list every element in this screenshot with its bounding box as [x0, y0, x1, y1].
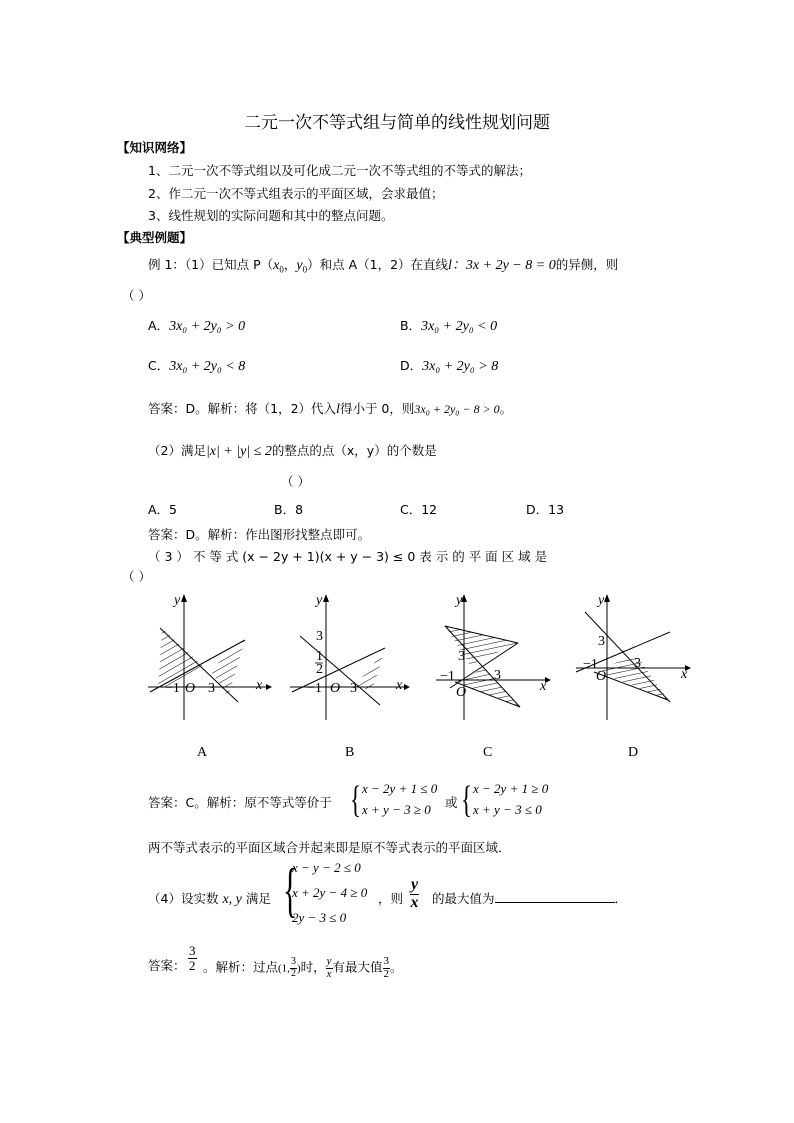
- q2-option-d: D．13: [526, 502, 565, 517]
- fig-b-x-label: x: [396, 678, 403, 693]
- fig-d-tick-neg1: −1: [583, 657, 598, 672]
- fig-d-y-label: y: [598, 593, 605, 608]
- q1-paren: （ ）: [122, 288, 151, 303]
- q4-sys-row3: 2y − 3 ≤ 0: [292, 910, 347, 925]
- q4-answer-yx: $\frac{y}{x}$: [326, 955, 332, 980]
- fig-c-tick-3x: 3: [494, 668, 501, 683]
- fig-a-y-label: y: [174, 593, 181, 608]
- q3-brace-1: {: [350, 779, 361, 821]
- q3-paren: （ ）: [122, 569, 151, 584]
- fig-c-tick-3y: 3: [458, 649, 465, 664]
- q4-answer-text: 。解析：过点(1, $\frac{3}{2}$ )时， $\frac{y}{x}$ 有最大值 $\frac{3}{2}$ 。: [203, 955, 403, 980]
- q3-brace-2: {: [461, 779, 472, 821]
- figure-c: [436, 593, 551, 720]
- fig-label-c: C: [483, 745, 493, 760]
- q4-answer-blank[interactable]: [495, 890, 615, 903]
- fig-d-origin: O: [596, 669, 607, 684]
- fig-a-origin: O: [185, 681, 196, 696]
- q3-sys2-row2: x + y − 3 ≤ 0: [473, 802, 542, 817]
- q2-answer: 答案：D。解析：作出图形找整点即可。: [148, 527, 371, 542]
- fig-c-origin: O: [456, 685, 467, 700]
- q1-answer: 答案：D。解析：将（1，2）代入l得小于 0，则3x₀ + 2y₀ − 8 > 0。: [148, 401, 513, 417]
- knowledge-item-3: 3、线性规划的实际问题和其中的整点问题。: [148, 208, 394, 223]
- q2-option-b: B．8: [274, 502, 304, 517]
- q3-stem: （ 3 ） 不 等 式 (x − 2y + 1)(x + y − 3) ≤ 0 表 示 的 平 面 区 域 是: [148, 549, 548, 564]
- figure-b: [290, 593, 410, 720]
- fig-a-x-label: x: [256, 678, 263, 693]
- examples-heading: 【典型例题】: [117, 230, 193, 245]
- fig-b-origin: O: [330, 681, 341, 696]
- fig-c-tick-neg1: −1: [440, 669, 455, 684]
- knowledge-item-1: 1、二元一次不等式组以及可化成二元一次不等式组的不等式的解法；: [148, 163, 531, 178]
- q2-option-a: A．5: [148, 502, 178, 517]
- q4-tail: 的最大值为 ．: [432, 891, 628, 906]
- fig-b-tick-3x: 3: [350, 681, 357, 696]
- q2-option-c: C．12: [400, 502, 438, 517]
- q3-figures: [140, 590, 700, 730]
- fig-label-b: B: [345, 745, 355, 760]
- q3-explanation: 两不等式表示的平面区域合并起来即是原不等式表示的平面区域．: [148, 840, 511, 855]
- fig-c-y-label: y: [456, 593, 463, 608]
- fig-b-half-den: 2: [316, 662, 323, 677]
- q3-sys1-row2: x + y − 3 ≥ 0: [362, 802, 431, 817]
- fig-b-region: [354, 650, 385, 690]
- page-title: 二元一次不等式组与简单的线性规划问题: [244, 113, 550, 133]
- figure-d: [576, 593, 691, 720]
- q1-option-d: D．3x₀ + 2y₀ > 8: [400, 358, 499, 374]
- q4-lead: （4）设实数 x, y 满足: [148, 891, 271, 907]
- q1-option-a: A．3x₀ + 2y₀ > 0: [148, 318, 246, 334]
- q4-sys-row1: x − y − 2 ≤ 0: [292, 860, 361, 875]
- fig-label-d: D: [628, 745, 639, 760]
- knowledge-item-2: 2、作二元一次不等式组表示的平面区域，会求最值；: [148, 186, 444, 201]
- fig-b-half-num: 1: [316, 649, 323, 664]
- fig-b-y-label: y: [316, 593, 323, 608]
- figure-a: [148, 593, 272, 720]
- q1-stem: 例 1：（1）已知点 $P(x_0$，$y_0$）和点 A（1，2）在直线l：3x + 2y − 8 = 0的异侧，则: [148, 257, 619, 275]
- fig-b-tick-3y: 3: [316, 629, 323, 644]
- q4-point-frac: $\frac{3}{2}$: [290, 956, 296, 979]
- fig-a-tick-neg1: −1: [165, 681, 180, 696]
- fig-d-x-label: x: [681, 667, 688, 682]
- q4-sys-row2: x + 2y − 4 ≥ 0: [292, 885, 368, 900]
- fig-b-tick-neg1: −1: [307, 681, 322, 696]
- fig-label-a: A: [197, 745, 208, 760]
- q1-option-b: B．3x₀ + 2y₀ < 0: [400, 318, 498, 334]
- fig-c-upper-region: [445, 626, 518, 665]
- fig-c-x-label: x: [540, 679, 547, 694]
- fig-a-tick-3: 3: [208, 681, 215, 696]
- knowledge-heading: 【知识网络】: [117, 140, 193, 155]
- q4-answer-max: $\frac{3}{2}$: [383, 955, 390, 980]
- q3-sys2-row1: x − 2y + 1 ≥ 0: [473, 781, 549, 796]
- q2-paren: （ ）: [281, 474, 310, 489]
- fig-a-right-region: [210, 640, 245, 697]
- fig-d-tick-3x: 3: [634, 656, 641, 671]
- q2-stem: （2）满足|x| + |y| ≤ 2的整点的点（x，y）的个数是: [148, 443, 437, 459]
- q3-answer-lead: 答案：C。解析：原不等式等价于: [148, 795, 332, 810]
- q3-sys1-row1: x − 2y + 1 ≤ 0: [362, 781, 438, 796]
- q4-fraction: $\frac{y}{x}$: [410, 876, 419, 911]
- q4-answer-frac: $\frac{3}{2}$: [189, 943, 196, 973]
- q4-then: ，则: [378, 891, 404, 906]
- q4-answer-label: 答案：: [148, 958, 186, 973]
- fig-d-tick-3y: 3: [598, 634, 605, 649]
- q3-or: 或: [445, 795, 458, 810]
- q4-brace: {: [283, 857, 298, 923]
- q1-option-c: C．3x₀ + 2y₀ < 8: [148, 358, 246, 374]
